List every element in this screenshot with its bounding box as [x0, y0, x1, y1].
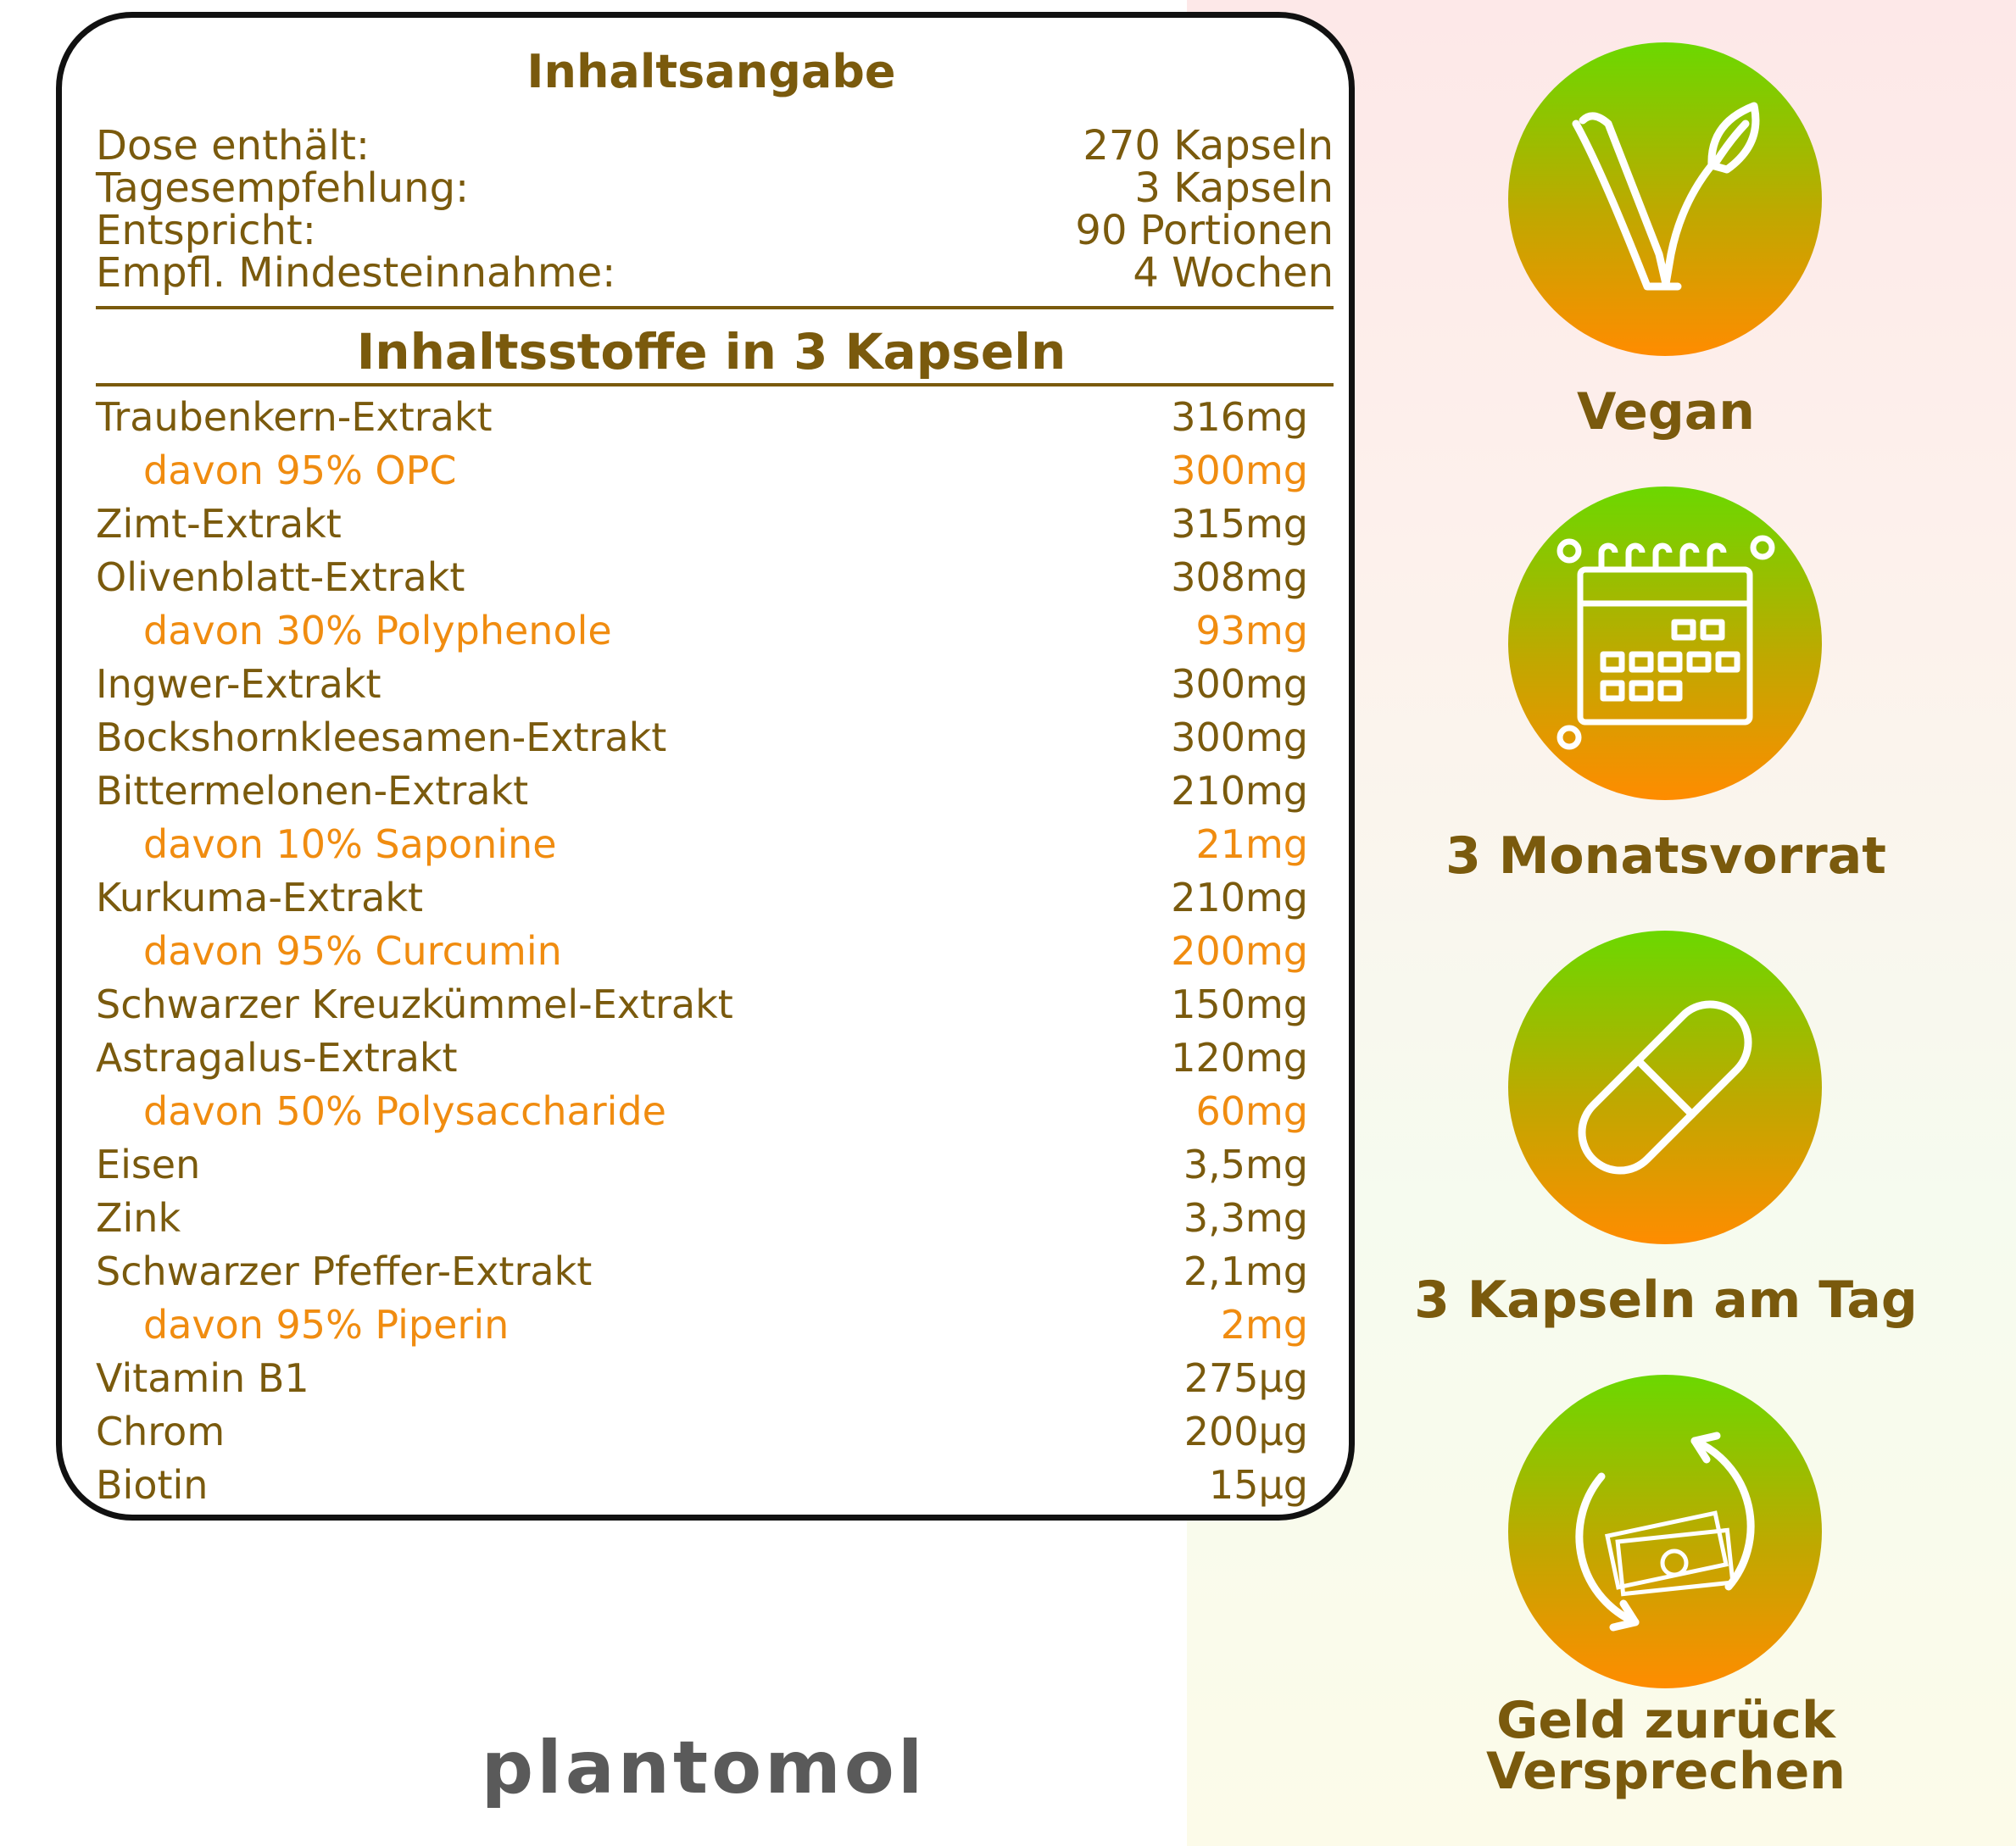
ingredient-row — [96, 978, 1308, 1031]
info-label: Empfl. Mindesteinnahme: — [96, 249, 616, 297]
ingredient-name: Ingwer-Extrakt — [96, 661, 381, 707]
ingredient-name: Zink — [96, 1195, 181, 1241]
ingredient-name: davon 10% Saponine — [143, 821, 557, 867]
divider — [96, 306, 1334, 309]
guarantee-badge — [1508, 1375, 1822, 1688]
divider — [96, 383, 1334, 386]
ingredient-row — [96, 1352, 1308, 1404]
ingredient-amount: 3,5mg — [1183, 1142, 1308, 1187]
ingredient-subrow — [96, 1298, 1308, 1351]
ingredient-name: davon 95% Piperin — [143, 1302, 510, 1348]
vegan-leaf-icon — [1508, 42, 1822, 356]
feature-label-vegan: Vegan — [1577, 382, 1755, 442]
ingredient-amount: 60mg — [1195, 1088, 1308, 1134]
ingredient-amount: 15µg — [1209, 1462, 1308, 1508]
ingredient-name: Biotin — [96, 1462, 209, 1508]
calendar-icon — [1508, 487, 1822, 800]
feature-label-supply: 3 Monatsvorrat — [1445, 826, 1886, 886]
info-row — [96, 164, 1334, 212]
ingredient-row — [96, 871, 1308, 924]
capsule-icon — [1508, 931, 1822, 1244]
ingredient-row — [96, 551, 1308, 603]
dosage-badge — [1508, 931, 1822, 1244]
ingredient-name: Eisen — [96, 1142, 201, 1187]
ingredient-name: Schwarzer Kreuzkümmel-Extrakt — [96, 981, 733, 1027]
ingredient-row — [96, 1405, 1308, 1458]
ingredient-amount: 2mg — [1220, 1302, 1308, 1348]
ingredient-name: Traubenkern-Extrakt — [96, 394, 493, 440]
info-row — [96, 249, 1334, 297]
ingredient-row — [96, 1031, 1308, 1084]
money-back-icon — [1508, 1375, 1822, 1688]
ingredient-amount: 275µg — [1183, 1355, 1308, 1401]
info-value: 3 Kapseln — [1134, 164, 1334, 212]
ingredient-name: Schwarzer Pfeffer-Extrakt — [96, 1248, 593, 1294]
ingredient-amount: 308mg — [1171, 554, 1308, 600]
ingredient-amount: 300mg — [1171, 448, 1308, 493]
ingredient-row — [96, 765, 1308, 817]
ingredient-name: Bittermelonen-Extrakt — [96, 768, 529, 814]
card-title: Inhaltsangabe — [526, 45, 896, 98]
ingredient-amount: 21mg — [1195, 821, 1308, 867]
ingredient-amount: 93mg — [1195, 608, 1308, 653]
ingredient-name: Vitamin B1 — [96, 1355, 309, 1401]
ingredient-amount: 300mg — [1171, 714, 1308, 760]
ingredient-amount: 120mg — [1171, 1035, 1308, 1081]
ingredient-name: davon 95% OPC — [143, 448, 457, 493]
feature-label-guarantee: Geld zurück Versprechen — [1485, 1691, 1846, 1801]
ingredient-row — [96, 1138, 1308, 1191]
info-row — [96, 209, 1334, 252]
ingredient-name: davon 50% Polysaccharide — [143, 1088, 666, 1134]
info-row — [96, 122, 1334, 170]
info-label: Entspricht: — [96, 207, 316, 254]
ingredient-amount: 210mg — [1171, 875, 1308, 920]
ingredient-amount: 300mg — [1171, 661, 1308, 707]
ingredient-name: davon 95% Curcumin — [143, 928, 562, 974]
ingredient-amount: 210mg — [1171, 768, 1308, 814]
ingredient-row — [96, 1245, 1308, 1298]
ingredient-subrow — [96, 444, 1308, 497]
ingredient-name: Zimt-Extrakt — [96, 501, 342, 547]
brand-logo: plantomol — [481, 1726, 927, 1810]
ingredient-name: Astragalus-Extrakt — [96, 1035, 458, 1081]
ingredient-subrow — [96, 818, 1308, 870]
ingredient-subrow — [96, 925, 1308, 977]
ingredient-row — [96, 658, 1308, 710]
ingredient-amount: 3,3mg — [1183, 1195, 1308, 1241]
ingredient-name: Chrom — [96, 1409, 226, 1454]
info-label: Dose enthält: — [96, 122, 370, 170]
ingredient-row — [96, 1459, 1308, 1511]
feature-label-dosage: 3 Kapseln am Tag — [1414, 1271, 1918, 1330]
ingredient-row — [96, 1192, 1308, 1244]
ingredient-amount: 200mg — [1171, 928, 1308, 974]
ingredient-amount: 200µg — [1183, 1409, 1308, 1454]
ingredient-subrow — [96, 604, 1308, 657]
ingredient-amount: 2,1mg — [1183, 1248, 1308, 1294]
supply-badge — [1508, 487, 1822, 800]
ingredients-card — [56, 12, 1355, 1521]
info-value: 90 Portionen — [1075, 207, 1334, 254]
info-value: 270 Kapseln — [1083, 122, 1334, 170]
info-label: Tagesempfehlung: — [96, 164, 470, 212]
ingredient-name: Bockshornkleesamen-Extrakt — [96, 714, 667, 760]
ingredient-row — [96, 498, 1308, 550]
ingredient-row — [96, 711, 1308, 764]
ingredient-amount: 150mg — [1171, 981, 1308, 1027]
vegan-badge — [1508, 42, 1822, 356]
ingredient-amount: 315mg — [1171, 501, 1308, 547]
info-value: 4 Wochen — [1133, 249, 1334, 297]
ingredient-name: Olivenblatt-Extrakt — [96, 554, 465, 600]
ingredient-name: davon 30% Polyphenole — [143, 608, 612, 653]
ingredient-name: Kurkuma-Extrakt — [96, 875, 424, 920]
ingredient-subrow — [96, 1085, 1308, 1137]
ingredient-row — [96, 391, 1308, 443]
ingredients-title: Inhaltsstoffe in 3 Kapseln — [356, 323, 1066, 381]
ingredient-amount: 316mg — [1171, 394, 1308, 440]
